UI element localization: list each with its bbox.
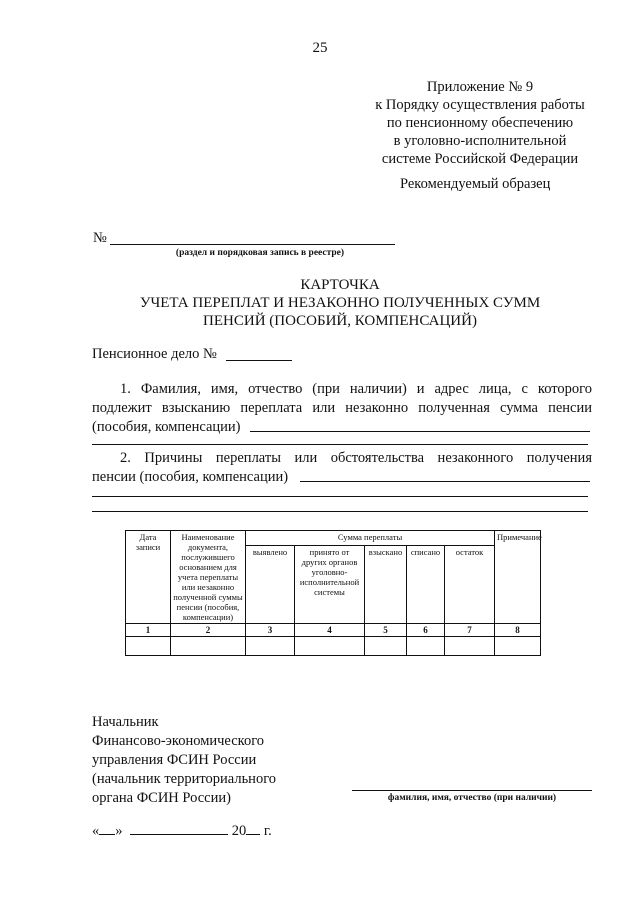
column-number: 6 <box>407 624 445 637</box>
table-cell[interactable] <box>365 637 407 656</box>
item-2-fill-line-1 <box>300 481 590 482</box>
date-month-blank <box>130 822 228 835</box>
header-accepted: принято от других органов уголовно-исполнительной системы <box>295 546 365 624</box>
date-year-blank <box>246 822 260 835</box>
signature-caption: фамилия, имя, отчество (при наличии) <box>387 793 557 803</box>
column-number: 4 <box>295 624 365 637</box>
column-number: 8 <box>495 624 541 637</box>
registry-number-label: № <box>93 230 107 246</box>
pension-case-label: Пенсионное дело № <box>92 346 217 362</box>
table-cell[interactable] <box>495 637 541 656</box>
table-header-row <box>126 531 541 546</box>
header-document: Наименование документа, послужившего основанием для учета переплаты или незаконно полученной суммы пенсии (пособия, компенсации) <box>171 531 246 624</box>
card-title <box>90 276 590 330</box>
item-2-fill-line-2 <box>92 496 588 497</box>
header-date: Дата записи <box>126 531 171 624</box>
item-1-line-2: подлежит взысканию переплата или незаконно полученная сумма пенсии <box>92 400 592 416</box>
overpayment-table <box>125 530 541 656</box>
table-cell[interactable] <box>295 637 365 656</box>
item-2-line-1: 2. Причины переплаты или обстоятельства незаконного получения <box>120 450 592 466</box>
item-2-fill-line-3 <box>92 511 588 512</box>
date-year-suffix: г. <box>263 823 272 839</box>
header-balance: остаток <box>445 546 495 624</box>
card-title-line-1: КАРТОЧКА <box>300 277 380 293</box>
header-note: Примечание <box>495 531 541 624</box>
date-year-prefix: 20 <box>231 823 247 839</box>
page-number: 25 <box>312 40 328 56</box>
column-number: 7 <box>445 624 495 637</box>
signature-line-1: Начальник <box>92 714 159 730</box>
signature-line-4: (начальник территориального <box>92 771 277 787</box>
registry-caption: (раздел и порядковая запись в реестре) <box>175 248 345 258</box>
date-close-quote: » <box>115 823 123 839</box>
column-number: 5 <box>365 624 407 637</box>
signature-line-5: органа ФСИН России) <box>92 790 231 806</box>
appendix-line-5: системе Российской Федерации <box>381 151 579 167</box>
table-cell[interactable] <box>126 637 171 656</box>
table-cell[interactable] <box>246 637 295 656</box>
date-open-quote: « <box>92 823 100 839</box>
signature-line-3: управления ФСИН России <box>92 752 257 768</box>
header-collected: взыскано <box>365 546 407 624</box>
recommended-sample-label: Рекомендуемый образец <box>400 176 551 192</box>
item-2-line-2: пенсии (пособия, компенсации) <box>92 469 289 485</box>
date-line <box>92 822 272 840</box>
item-1 <box>92 380 592 437</box>
appendix-line-2: к Порядку осуществления работы <box>375 97 585 113</box>
appendix-line-4: в уголовно-исполнительной <box>393 133 567 149</box>
table-number-row <box>126 624 541 637</box>
signature-line-2: Финансово-экономического <box>92 733 265 749</box>
item-1-line-1: 1. Фамилия, имя, отчество (при наличии) и адрес лица, с которого <box>120 381 592 397</box>
column-number: 1 <box>126 624 171 637</box>
appendix-line-1: Приложение № 9 <box>426 79 534 95</box>
registry-number-line <box>110 244 395 245</box>
item-1-line-3: (пособия, компенсации) <box>92 419 241 435</box>
table-cell[interactable] <box>407 637 445 656</box>
card-title-line-3: ПЕНСИЙ (ПОСОБИЙ, КОМПЕНСАЦИЙ) <box>203 313 477 329</box>
table-cell[interactable] <box>445 637 495 656</box>
header-detected: выявлено <box>246 546 295 624</box>
table-row <box>126 637 541 656</box>
header-written-off: списано <box>407 546 445 624</box>
column-number: 2 <box>171 624 246 637</box>
card-title-line-2: УЧЕТА ПЕРЕПЛАТ И НЕЗАКОННО ПОЛУЧЕННЫХ СУММ <box>139 295 541 311</box>
item-1-fill-line-1 <box>250 431 590 432</box>
pension-case-number-line <box>226 360 292 361</box>
signature-block <box>92 713 276 808</box>
appendix-header <box>330 78 630 168</box>
appendix-line-3: по пенсионному обеспечению <box>386 115 574 131</box>
item-1-fill-line-2 <box>92 444 588 445</box>
column-number: 3 <box>246 624 295 637</box>
header-overpayment-sum: Сумма переплаты <box>246 531 495 546</box>
date-day-blank <box>99 822 115 835</box>
signature-name-line <box>352 790 592 791</box>
table-cell[interactable] <box>171 637 246 656</box>
